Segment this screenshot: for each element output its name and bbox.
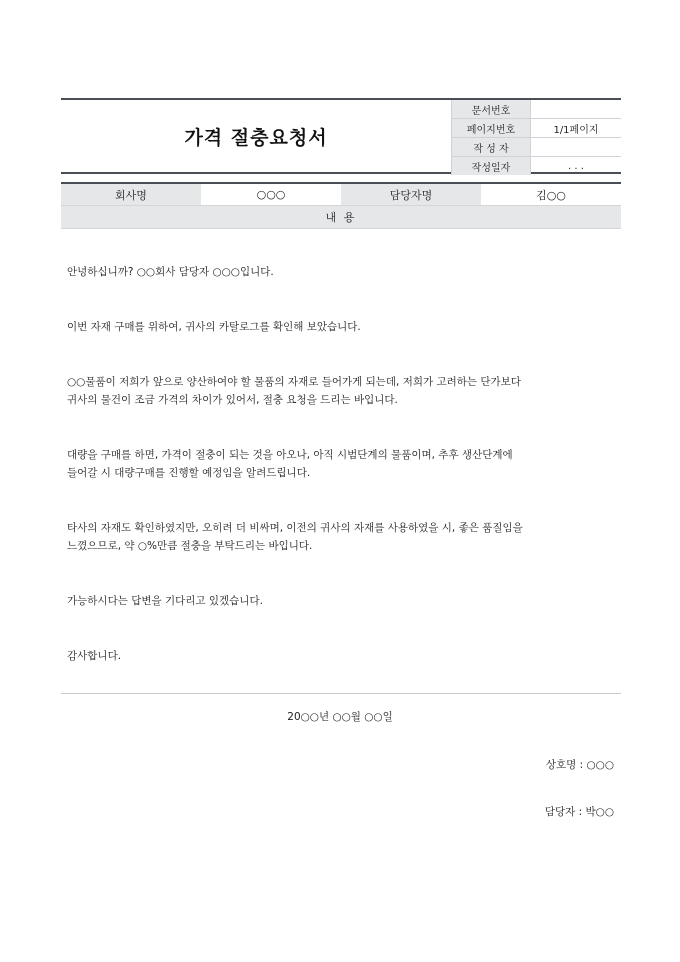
meta-row-page-number: [451, 119, 621, 138]
paragraph-line: 느꼈으므로, 약 ○%만큼 절충을 부탁드리는 바입니다.: [67, 540, 313, 552]
paragraph: [67, 373, 615, 409]
paragraph-line: 안녕하십니까? ○○회사 담당자 ○○○입니다.: [67, 266, 274, 278]
paragraph: [67, 446, 615, 482]
meta-value: . . .: [568, 160, 584, 172]
meta-row-date: [451, 157, 621, 175]
signature-manager: 담당자 : 박○○: [544, 806, 614, 818]
manager-value: 김○○: [481, 184, 621, 206]
document-meta-table: [451, 100, 621, 172]
document-title: 가격 절충요청서: [184, 126, 328, 149]
meta-row-author: [451, 138, 621, 157]
paragraph-line: 귀사의 물건이 조금 가격의 차이가 있어서, 절충 요청을 드리는 바입니다.: [67, 394, 398, 406]
meta-value: [531, 138, 621, 156]
meta-label: 페이지번호: [451, 119, 531, 137]
manager-label: 담당자명: [341, 184, 481, 206]
meta-value: [531, 100, 621, 118]
paragraph-line: 감사합니다.: [67, 650, 122, 662]
paragraph: [67, 318, 615, 336]
bottom-divider: [61, 693, 621, 694]
paragraph: [67, 647, 615, 665]
date-line: 20○○년 ○○월 ○○일: [287, 711, 393, 723]
paragraph: [67, 263, 615, 281]
meta-label: 작 성 자: [451, 138, 531, 156]
company-row: [61, 184, 621, 206]
meta-row-doc-number: [451, 100, 621, 119]
paragraph-line: 가능하시다는 답변을 기다리고 있겠습니다.: [67, 595, 263, 607]
signature-company: 상호명 : ○○○: [545, 759, 614, 771]
paragraph: [67, 592, 615, 610]
paragraph-line: 이번 자재 구매를 위하여, 귀사의 카탈로그를 확인해 보았습니다.: [67, 321, 361, 333]
paragraph: [67, 519, 615, 555]
company-value: ○○○: [201, 184, 341, 206]
meta-value: 1/1페이지: [553, 124, 599, 136]
letter-body: [67, 263, 615, 702]
meta-label: 작성일자: [451, 157, 531, 175]
paragraph-line: ○○물품이 저희가 앞으로 양산하여야 할 물품의 자재로 들어가게 되는데, 저희가 고려하는 단가보다: [67, 376, 521, 388]
paragraph-line: 대량을 구매를 하면, 가격이 절충이 되는 것을 아오나, 아직 시범단계의 물품이며, 추후 생산단계에: [67, 449, 513, 461]
company-label: 회사명: [61, 184, 201, 206]
paragraph-line: 타사의 자재도 확인하였지만, 오히려 더 비싸며, 이전의 귀사의 자재를 사용하였을 시, 좋은 품질임을: [67, 522, 523, 534]
content-header: 내 용: [61, 206, 621, 229]
company-table: [61, 182, 621, 229]
meta-label: 문서번호: [451, 100, 531, 118]
paragraph-line: 들어갈 시 대량구매를 진행할 예정임을 알려드립니다.: [67, 467, 311, 479]
document-header: [61, 98, 621, 174]
